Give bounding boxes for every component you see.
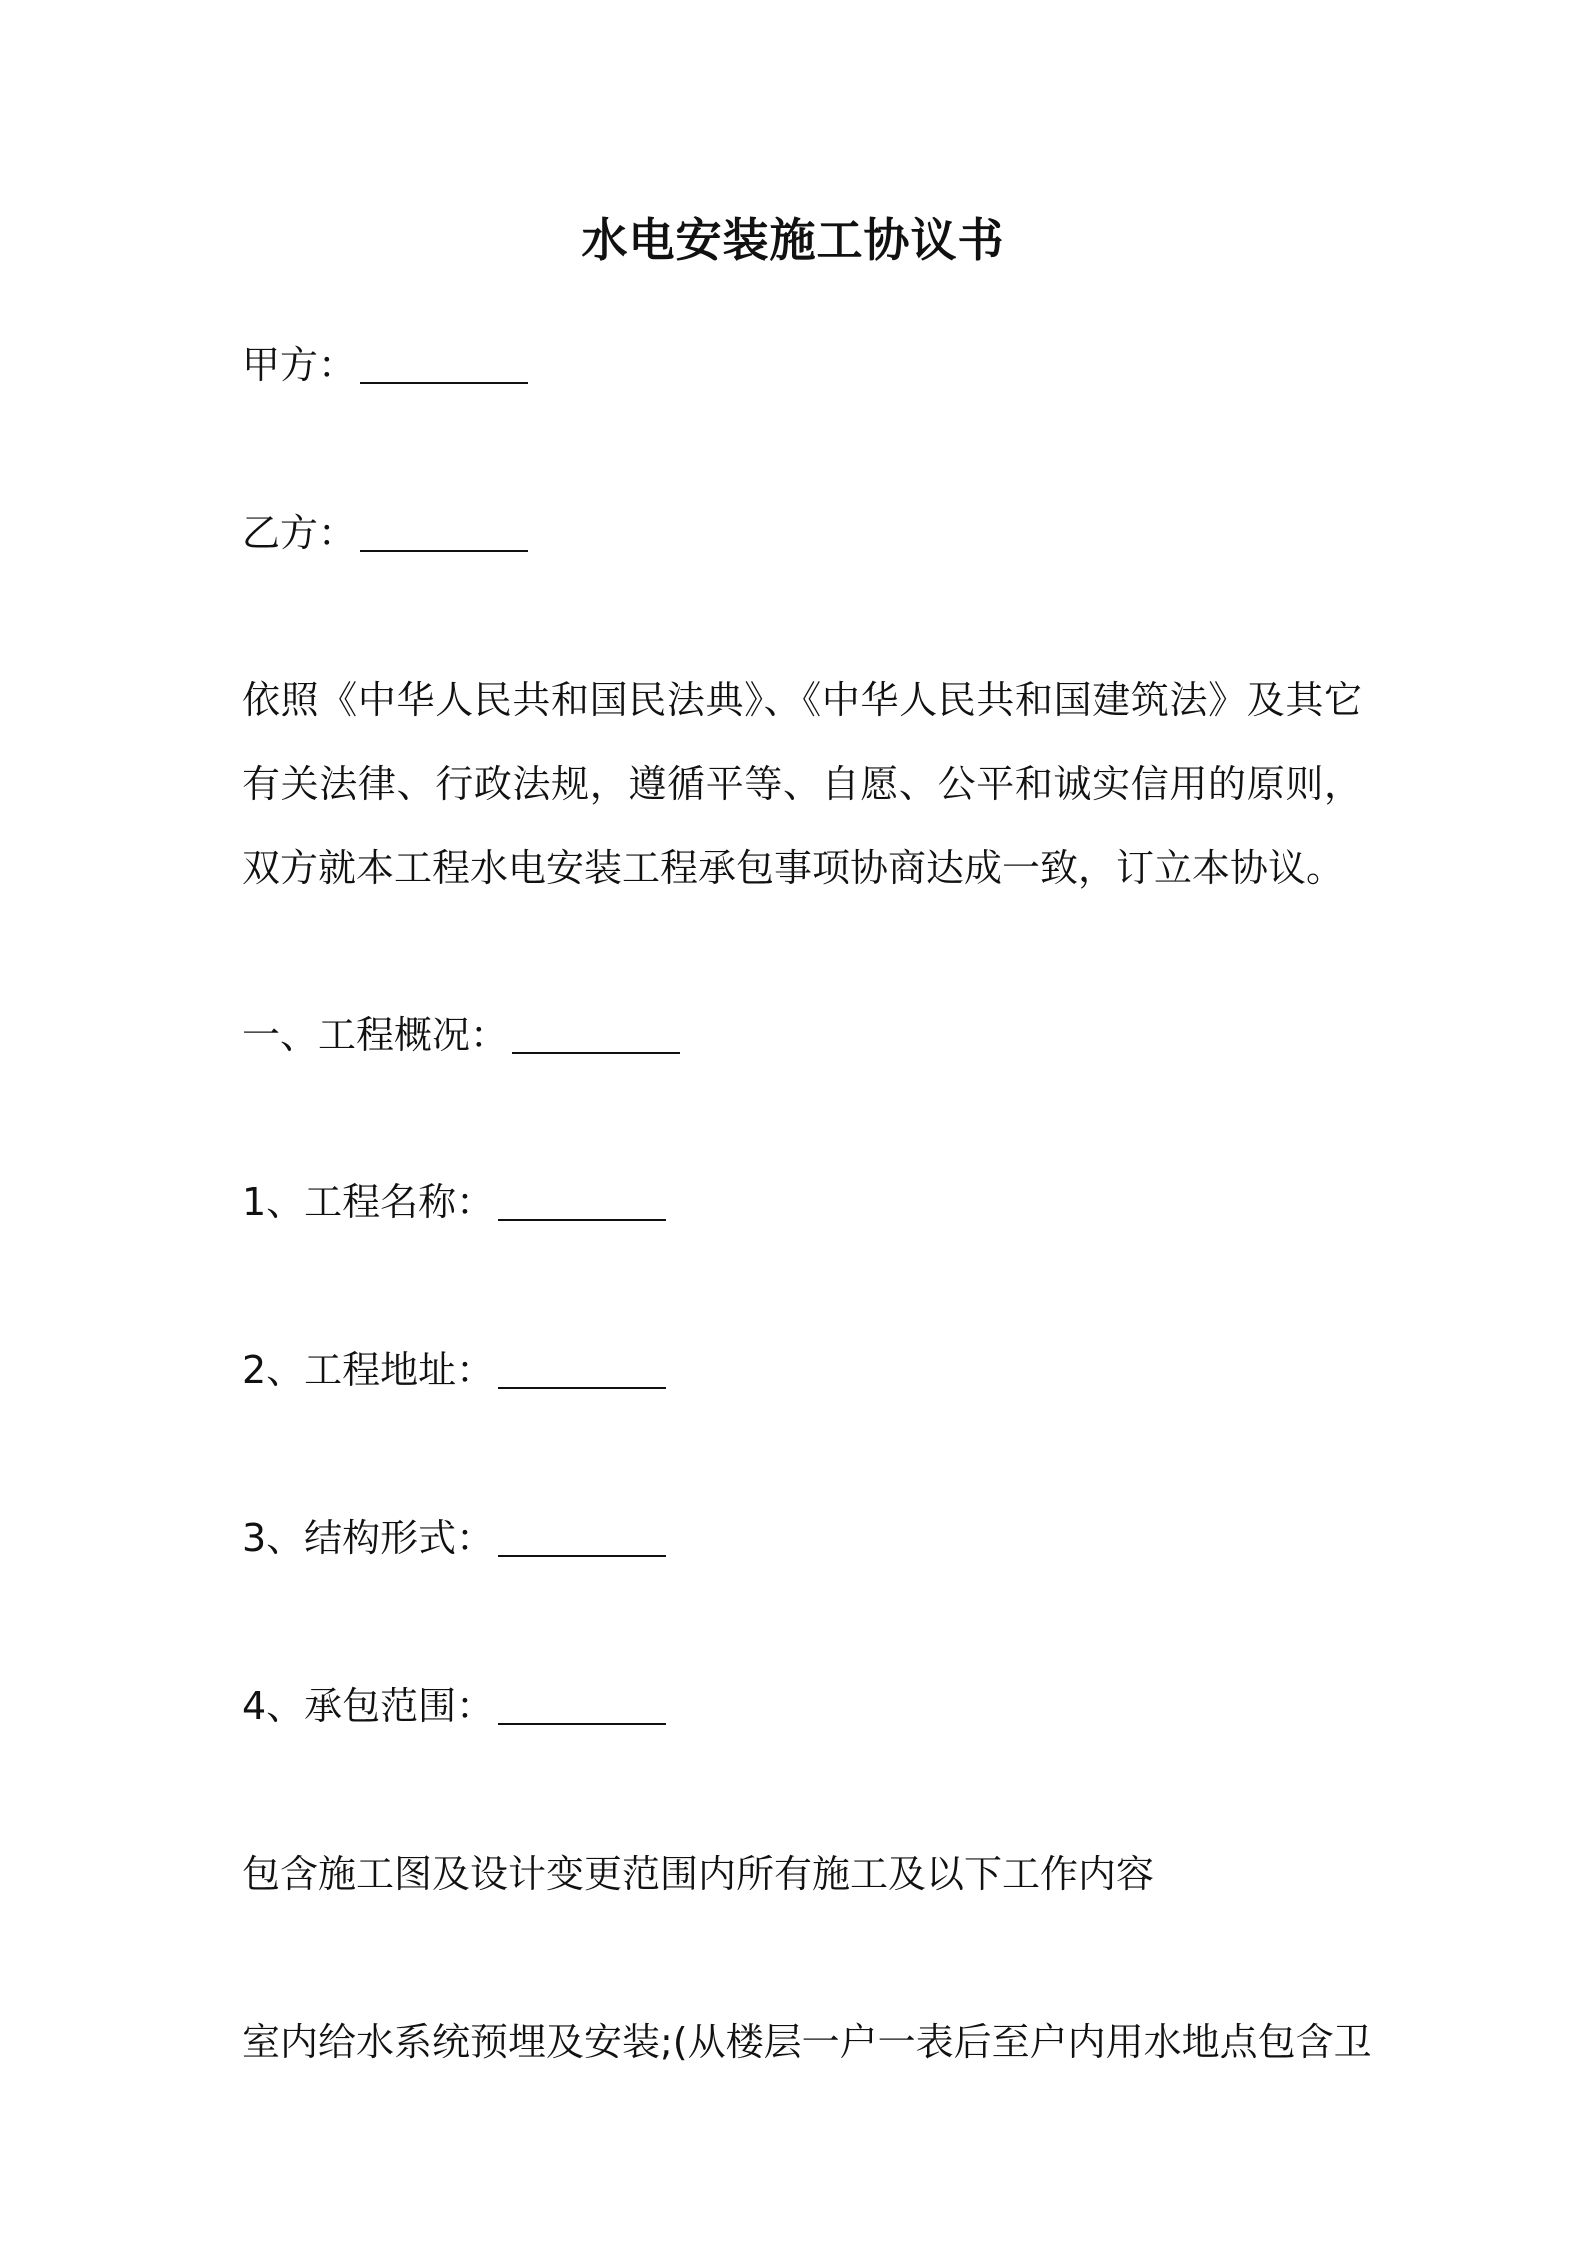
item3-blank (498, 1515, 666, 1557)
party-a-line (242, 335, 528, 395)
section1-label: 一、工程概况： (242, 1013, 509, 1057)
water-system-text: 室内给水系统预埋及安装;(从楼层一户一表后至户内用水地点包含卫 (242, 2020, 1372, 2064)
item2-blank (498, 1347, 666, 1389)
item4-line (242, 1676, 666, 1736)
item1-line (242, 1172, 666, 1232)
scope-text: 包含施工图及设计变更范围内所有施工及以下工作内容 (242, 1852, 1155, 1896)
item3-label: 3、结构形式： (242, 1516, 495, 1560)
intro-paragraph: 依照《中华人民共和国民法典》、《中华人民共和国建筑法》及其它有关法律、行政法规，遵循平等、自愿、公平和诚实信用的原则，双方就本工程水电安装工程承包事项协商达成一致，订立本协议。 (242, 678, 1362, 890)
item1-blank (498, 1179, 666, 1221)
item1-label: 1、工程名称： (242, 1180, 495, 1224)
section1-line (242, 1005, 680, 1065)
party-b-label: 乙方： (242, 511, 357, 555)
item4-label: 4、承包范围： (242, 1684, 495, 1728)
party-b-line (242, 503, 528, 563)
party-b-blank (360, 510, 528, 552)
document-title: 水电安装施工协议书 (581, 213, 1005, 267)
party-a-label: 甲方： (242, 343, 357, 387)
item2-label: 2、工程地址： (242, 1348, 495, 1392)
item3-line (242, 1508, 666, 1568)
party-a-blank (360, 342, 528, 384)
section1-blank (512, 1012, 680, 1054)
item4-blank (498, 1683, 666, 1725)
item2-line (242, 1340, 666, 1400)
